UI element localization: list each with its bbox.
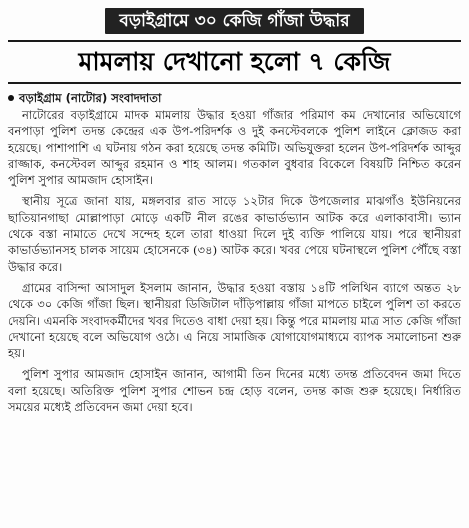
bullet-icon xyxy=(8,95,14,101)
paragraph: নাটোরের বড়াইগ্রামে মাদক মামলায় উদ্ধার হওয়া গাঁজার পরিমাণ কম দেখানোর অভিযোগে বনপাড়া পুলিশ তদন্ত কেন্দ্রের এক উপ-পরিদর্শক ও দুই কনস্টেবলকে পুলিশ লাইনে ক্লোজড করা হয়েছে। পাশাপাশি এ ঘটনায় গঠন করা হয়েছে তদন্ত কমিটি। অভিযুক্তরা হলেন উপ-পরিদর্শক আব্দুর রাজ্জাক, কনস্টেবল আব্দুর রহমান ও শাহ আলম। গতকাল বুধবার বিকেলে বিষয়টি নিশ্চিত করেন পুলিশ সুপার আমজাদ হোসাইন। xyxy=(8,108,461,188)
paragraph: স্থানীয় সূত্রে জানা যায়, মঙ্গলবার রাত সাড়ে ১২টার দিকে উপজেলার মাঝগাঁও ইউনিয়নের ছাতিয়ানগাছা মোল্লাপাড়া মোড়ে একটি নীল রঙের কাভার্ডভ্যান আটক করে এলাকাবাসী। ভ্যান থেকে বস্তা নামাতে দেখে সন্দেহ হলে তারা ধাওয়া দিলে দুই ব্যক্তি পালিয়ে যায়। পরে স্থানীয়রা কাভার্ডভ্যানসহ চালক সায়েম হোসেনকে (৩৪) আটক করে। খবর পেয়ে ঘটনাস্থলে পুলিশ পৌঁছে বস্তা উদ্ধার করে। xyxy=(8,194,461,274)
paragraph: গ্রামের বাসিন্দা আসাদুল ইসলাম জানান, উদ্ধার হওয়া বস্তায় ১৪টি পলিথিন ব্যাগে অন্তত ২৮ থেকে ৩০ কেজি গাঁজা ছিল। স্থানীয়রা ডিজিটাল দাঁড়িপাল্লায় গাঁজা মাপতে চাইলে পুলিশ তা করতে দেয়নি। এমনকি সংবাদকর্মীদের খবর দিতেও বাধা দেয়া হয়। কিন্তু পরে মামলায় মাত্র সাত কেজি গাঁজা দেখানো হয়েছে বলে অভিযোগ ওঠে। এ নিয়ে সামাজিক যোগাযোগমাধ্যমে ব্যাপক সমালোচনা শুরু হয়। xyxy=(8,280,461,361)
kicker-wrap xyxy=(0,8,469,34)
kicker-headline: বড়াইগ্রামে ৩০ কেজি গাঁজা উদ্ধার xyxy=(105,8,363,34)
article-body xyxy=(8,90,461,415)
paragraph: পুলিশ সুপার আমজাদ হোসাইন জানান, আগামী তিন দিনের মধ্যে তদন্ত প্রতিবেদন জমা দিতে বলা হয়েছে। অতিরিক্ত পুলিশ সুপার শোভন চন্দ্র হোড় বলেন, তদন্ত কাজ শুরু হয়েছে। নির্ধারিত সময়ের মধ্যেই প্রতিবেদন জমা দেয়া হবে। xyxy=(8,367,461,415)
dateline-text: বড়াইগ্রাম (নাটোর) সংবাদদাতা xyxy=(19,91,162,105)
dateline xyxy=(8,90,461,106)
main-headline: মামলায় দেখানো হলো ৭ কেজি xyxy=(8,40,461,84)
